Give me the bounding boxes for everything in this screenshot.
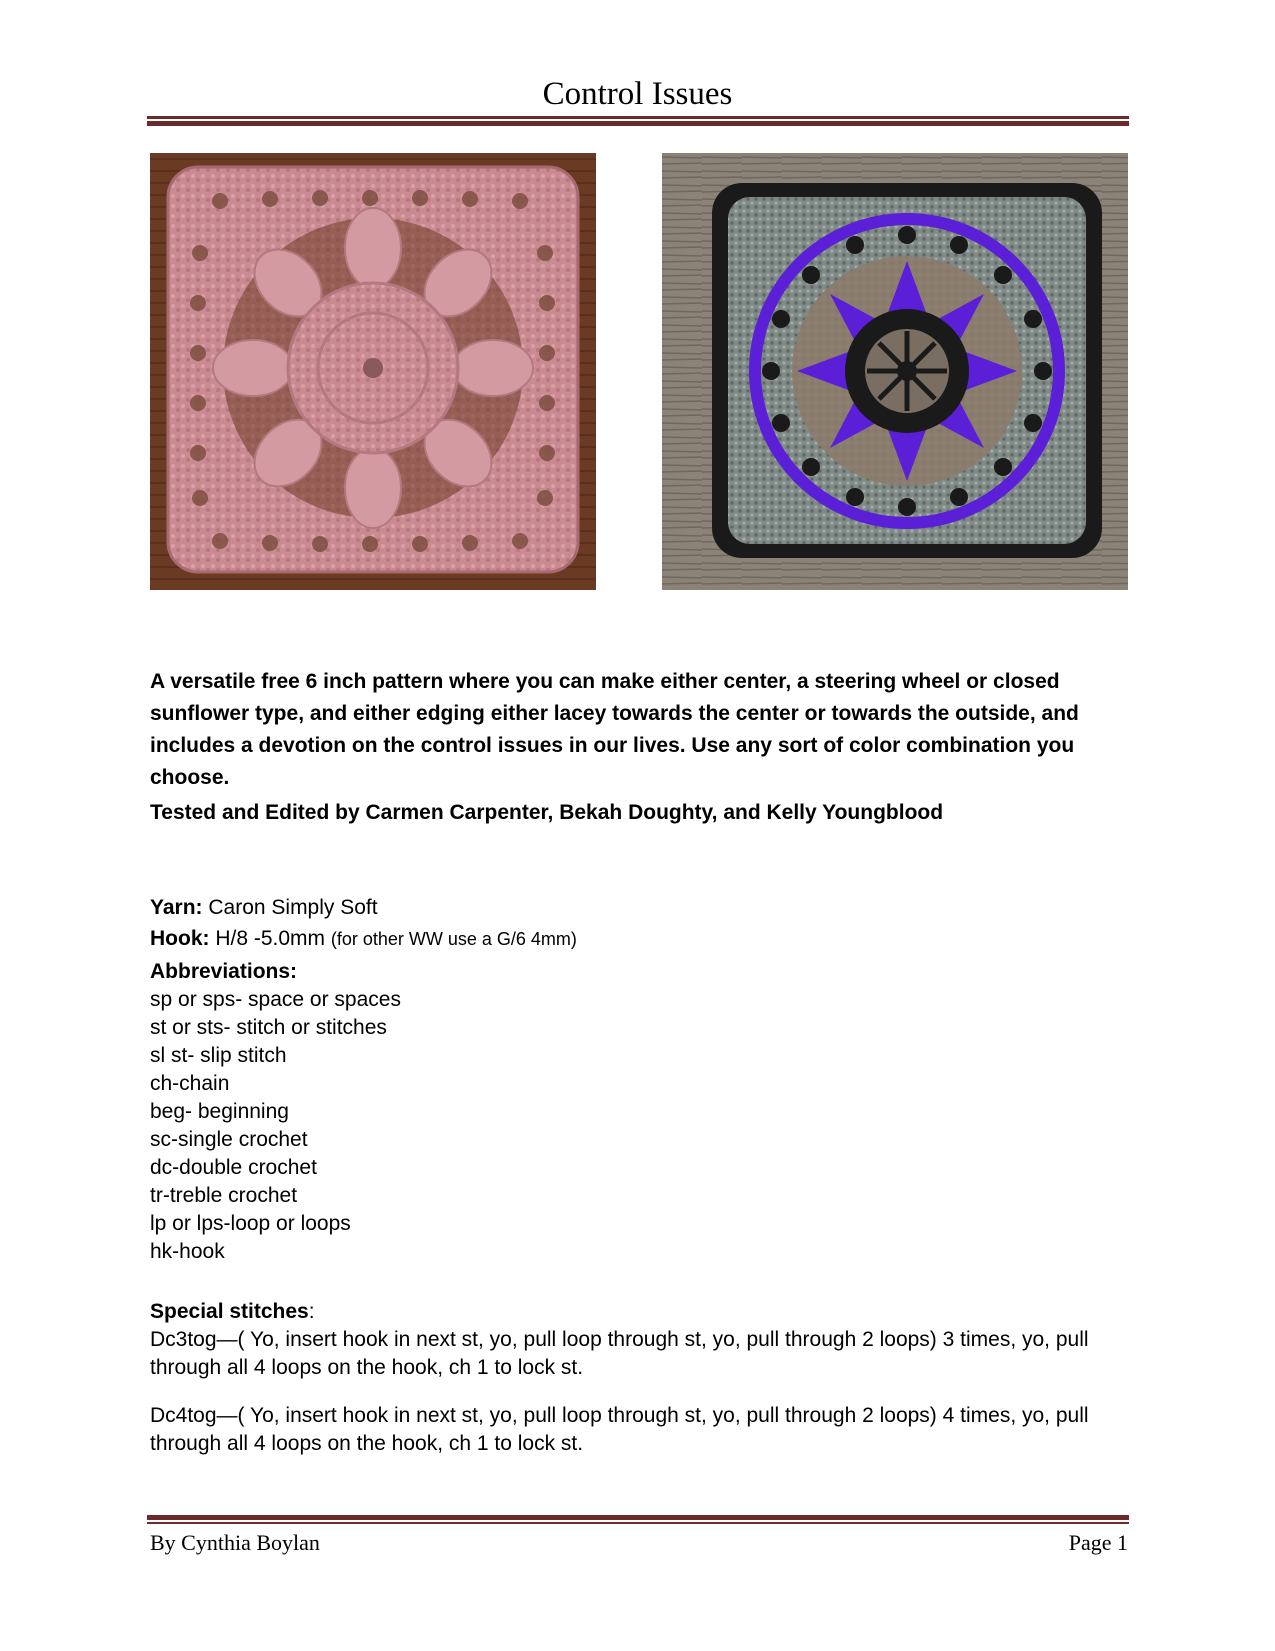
hook-section bbox=[150, 923, 1140, 955]
footer-rule bbox=[147, 1522, 1129, 1524]
yarn-value: Caron Simply Soft bbox=[202, 896, 378, 919]
pink-granny-square-photo bbox=[150, 153, 596, 590]
black-gray-purple-granny-square-photo bbox=[662, 153, 1128, 590]
abbreviation-item: hk-hook bbox=[150, 1240, 225, 1263]
special-stitches-heading: Special stitches bbox=[150, 1300, 309, 1323]
abbreviation-item: sp or sps- space or spaces bbox=[150, 988, 401, 1011]
dc3tog-instruction: Dc3tog—( Yo, insert hook in next st, yo, pull loop through st, yo, pull through 2 loops) 3 times, yo, pull through all 4 loops on the hook, ch 1 to lock st. bbox=[150, 1328, 1089, 1379]
hook-line bbox=[150, 923, 1140, 955]
hook-note: (for other WW use a G/6 4mm) bbox=[330, 929, 577, 949]
yarn-label: Yarn: bbox=[150, 896, 203, 919]
header-rule bbox=[147, 116, 1129, 119]
page-title: Control Issues bbox=[542, 76, 733, 112]
header-rule-thick bbox=[147, 121, 1129, 126]
abbreviation-item: beg- beginning bbox=[150, 1100, 289, 1123]
abbreviation-item: st or sts- stitch or stitches bbox=[150, 1016, 387, 1039]
yarn-line bbox=[150, 892, 1140, 924]
abbreviation-item: tr-treble crochet bbox=[150, 1184, 298, 1207]
abbreviation-item: dc-double crochet bbox=[150, 1156, 317, 1179]
intro-paragraph: A versatile free 6 inch pattern where you can make either center, a steering wheel or closed sunflower type, and either edging either lacey towards the center or towards the outside, and includes a devotion on the control issues in our lives. Use any sort of color combination you choose. bbox=[150, 670, 1079, 789]
abbreviation-item: lp or lps-loop or loops bbox=[150, 1212, 351, 1235]
footer-rule-thick bbox=[147, 1515, 1129, 1520]
hook-label: Hook: bbox=[150, 927, 210, 950]
abbreviations-heading: Abbreviations: bbox=[150, 960, 298, 983]
abbreviation-item: sl st- slip stitch bbox=[150, 1044, 287, 1067]
footer-page-number: Page 1 bbox=[1068, 1530, 1128, 1555]
dc4tog-instruction: Dc4tog—( Yo, insert hook in next st, yo, pull loop through st, yo, pull through 2 loops) 4 times, yo, pull through all 4 loops on the hook, ch 1 to lock st. bbox=[150, 1404, 1089, 1455]
abbreviation-item: sc-single crochet bbox=[150, 1128, 308, 1151]
hook-value: H/8 -5.0mm bbox=[209, 927, 331, 950]
special-stitches-heading-line bbox=[150, 1298, 1140, 1326]
special-stitches-colon: : bbox=[308, 1300, 315, 1323]
abbreviations-section bbox=[150, 958, 1140, 1266]
materials-section bbox=[150, 892, 1140, 924]
footer-author: By Cynthia Boylan bbox=[150, 1530, 320, 1555]
abbreviation-item: ch-chain bbox=[150, 1072, 230, 1095]
tested-credits: Tested and Edited by Carmen Carpenter, Bekah Doughty, and Kelly Youngblood bbox=[150, 801, 944, 824]
special-stitches-section bbox=[150, 1298, 1140, 1478]
